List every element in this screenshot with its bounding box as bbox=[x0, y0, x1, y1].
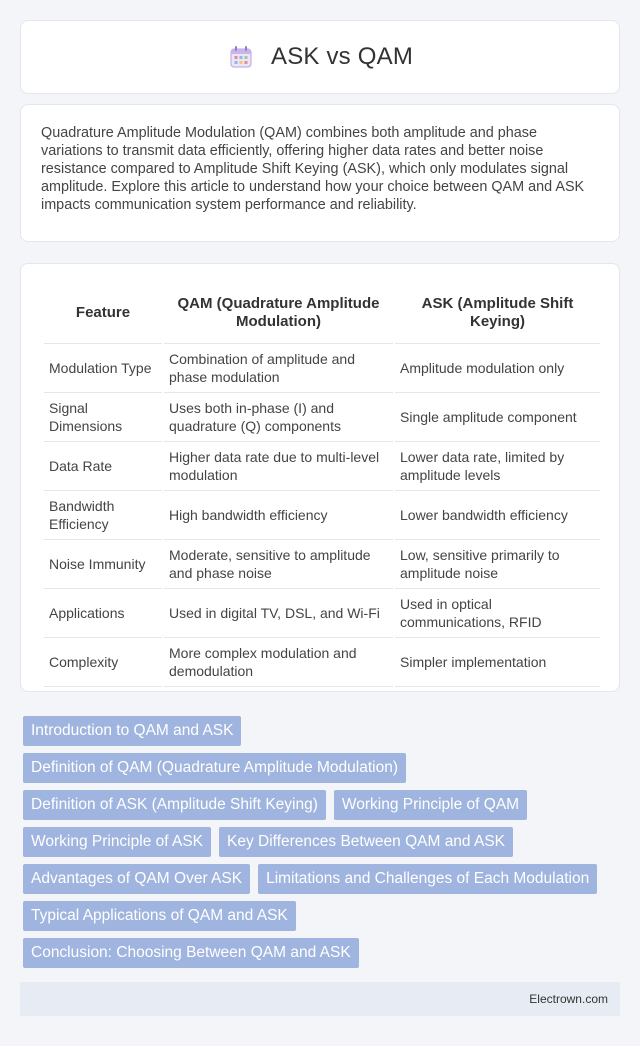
table-row bbox=[44, 393, 600, 442]
ask-cell: Used in optical communications, RFID bbox=[395, 589, 600, 638]
toc-link[interactable]: Limitations and Challenges of Each Modulation bbox=[258, 864, 597, 894]
intro-paragraph: Quadrature Amplitude Modulation (QAM) combines both amplitude and phase variations to transmit data efficiently, offering higher data rates and better noise resistance compared to Amplitude Shift Keying (ASK), which only modulates signal amplitude. Explore this article to understand how your choice between QAM and ASK impacts communication system performance and reliability. bbox=[41, 125, 585, 213]
feature-cell: Applications bbox=[44, 589, 162, 638]
footer bbox=[20, 982, 620, 1016]
column-header-qam: QAM (Quadrature Amplitude Modulation) bbox=[164, 282, 393, 344]
qam-cell: Uses both in-phase (I) and quadrature (Q) components bbox=[164, 393, 393, 442]
toc-link[interactable]: Definition of QAM (Quadrature Amplitude Modulation) bbox=[23, 753, 406, 783]
qam-cell: More complex modulation and demodulation bbox=[164, 638, 393, 687]
toc-link[interactable]: Conclusion: Choosing Between QAM and ASK bbox=[23, 938, 359, 968]
feature-cell: Noise Immunity bbox=[44, 540, 162, 589]
feature-cell: Complexity bbox=[44, 638, 162, 687]
table-of-contents bbox=[23, 716, 623, 968]
table-row bbox=[44, 589, 600, 638]
comparison-table-card bbox=[20, 263, 620, 692]
toc-link[interactable]: Working Principle of QAM bbox=[334, 790, 527, 820]
feature-cell: Signal Dimensions bbox=[44, 393, 162, 442]
qam-cell: High bandwidth efficiency bbox=[164, 491, 393, 540]
ask-cell: Low, sensitive primarily to amplitude noise bbox=[395, 540, 600, 589]
table-row bbox=[44, 344, 600, 393]
intro-card bbox=[20, 104, 620, 242]
ask-cell: Single amplitude component bbox=[395, 393, 600, 442]
feature-cell: Data Rate bbox=[44, 442, 162, 491]
table-row bbox=[44, 491, 600, 540]
table-header-row bbox=[44, 282, 600, 344]
ask-cell: Amplitude modulation only bbox=[395, 344, 600, 393]
toc-link[interactable]: Typical Applications of QAM and ASK bbox=[23, 901, 296, 931]
calendar-icon bbox=[227, 43, 255, 71]
toc-link[interactable]: Introduction to QAM and ASK bbox=[23, 716, 241, 746]
comparison-table bbox=[42, 282, 602, 687]
qam-cell: Used in digital TV, DSL, and Wi-Fi bbox=[164, 589, 393, 638]
ask-cell: Lower bandwidth efficiency bbox=[395, 491, 600, 540]
table-row bbox=[44, 638, 600, 687]
header-card bbox=[20, 20, 620, 94]
qam-cell: Combination of amplitude and phase modulation bbox=[164, 344, 393, 393]
column-header-feature: Feature bbox=[44, 282, 162, 344]
qam-cell: Moderate, sensitive to amplitude and phase noise bbox=[164, 540, 393, 589]
page-title: ASK vs QAM bbox=[270, 43, 414, 70]
column-header-ask: ASK (Amplitude Shift Keying) bbox=[395, 282, 600, 344]
ask-cell: Lower data rate, limited by amplitude levels bbox=[395, 442, 600, 491]
toc-link[interactable]: Key Differences Between QAM and ASK bbox=[219, 827, 513, 857]
table-row bbox=[44, 540, 600, 589]
toc-link[interactable]: Advantages of QAM Over ASK bbox=[23, 864, 250, 894]
toc-link[interactable]: Working Principle of ASK bbox=[23, 827, 211, 857]
toc-link[interactable]: Definition of ASK (Amplitude Shift Keying) bbox=[23, 790, 326, 820]
feature-cell: Bandwidth Efficiency bbox=[44, 491, 162, 540]
qam-cell: Higher data rate due to multi-level modulation bbox=[164, 442, 393, 491]
ask-cell: Simpler implementation bbox=[395, 638, 600, 687]
table-row bbox=[44, 442, 600, 491]
feature-cell: Modulation Type bbox=[44, 344, 162, 393]
footer-brand: Electrown.com bbox=[529, 992, 608, 1006]
